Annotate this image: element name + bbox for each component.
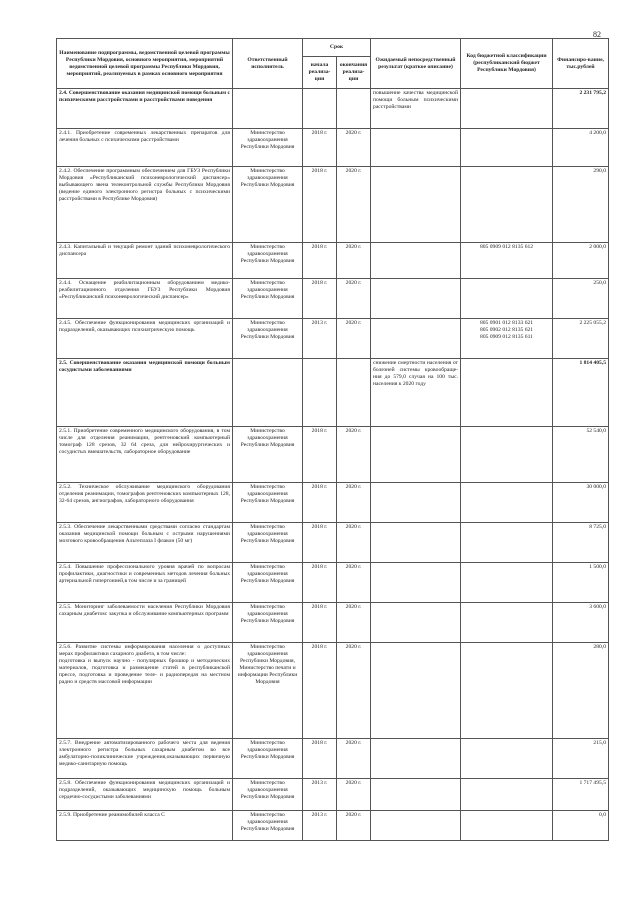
cell-result [371, 779, 461, 811]
header-term-end: окончания реализа-ции [337, 57, 371, 89]
cell-code: 805 0909 012 8135 612 [461, 243, 553, 279]
table-row [57, 483, 609, 523]
cell-start: 2018 г. [303, 563, 337, 603]
cell-executor: Министерство здравоохранения Республики Мордовия [233, 563, 303, 603]
cell-result [371, 279, 461, 319]
cell-result [371, 243, 461, 279]
cell-result [371, 643, 461, 739]
cell-start [303, 359, 337, 427]
cell-executor: Министерство здравоохранения Республики Мордовия [233, 243, 303, 279]
cell-end: 2020 г. [337, 739, 371, 779]
cell-code [461, 603, 553, 643]
cell-amount: 250,0 [553, 279, 609, 319]
table-row [57, 427, 609, 483]
table-row [57, 279, 609, 319]
cell-end: 2020 г. [337, 319, 371, 359]
cell-amount: 4 200,0 [553, 129, 609, 167]
cell-name: 2.5.2. Техническое обслуживание медицинского оборудования отделения реанимации, томографов рентгеновских компьютерных 128, 32-64 срезов, ангиографов, лабораторного оборудования [57, 483, 233, 523]
cell-executor: Министерство здравоохранения Республики Мордовия [233, 739, 303, 779]
header-name: Наименование подпрограммы, ведомственной целевой программы Республики Мордовия, основного мероприятия, мероприятий ведомственной целевой программы Республики Мордовия, мероприятий, реализуемых в рамках основного мероприятия [57, 39, 233, 89]
cell-code [461, 643, 553, 739]
table-row [57, 643, 609, 739]
cell-end: 2020 г. [337, 129, 371, 167]
cell-code [461, 89, 553, 129]
cell-amount: 0,0 [553, 811, 609, 841]
table-row [57, 89, 609, 129]
header-executor: Ответственный исполнитель [233, 39, 303, 89]
cell-name: 2.5.9. Приобретение реанимобилей класса С [57, 811, 233, 841]
cell-code [461, 279, 553, 319]
header-term-start: начала реализа-ции [303, 57, 337, 89]
table-row [57, 129, 609, 167]
header-result: Ожидаемый непосредственный результат (краткое описание) [371, 39, 461, 89]
cell-amount: 1 717 495,5 [553, 779, 609, 811]
cell-start: 2018 г. [303, 603, 337, 643]
cell-result: повышение качества медицинской помощи больным психическими расстройствами [371, 89, 461, 129]
cell-end: 2020 г. [337, 279, 371, 319]
cell-name: 2.5.7. Внедрение автоматизированного рабочего места для ведения электронного регистра больных сахарным диабетом во все амбулаторно-поликлинические учреждения,оказывающих первичную медико-санитарную помощь [57, 739, 233, 779]
cell-end: 2020 г. [337, 811, 371, 841]
cell-code [461, 523, 553, 563]
table-row [57, 603, 609, 643]
cell-code [461, 129, 553, 167]
cell-start: 2018 г. [303, 167, 337, 243]
cell-result [371, 739, 461, 779]
cell-start: 2018 г. [303, 243, 337, 279]
table-row [57, 523, 609, 563]
cell-amount: 30 000,0 [553, 483, 609, 523]
cell-amount: 1 500,0 [553, 563, 609, 603]
cell-code [461, 739, 553, 779]
cell-amount: 215,0 [553, 739, 609, 779]
cell-start: 2018 г. [303, 483, 337, 523]
cell-executor: Министерство здравоохранения Республики Мордовия [233, 779, 303, 811]
table-row [57, 563, 609, 603]
cell-executor: Министерство здравоохранения Республики Мордовия [233, 129, 303, 167]
cell-result: снижение смертности населения от болезней системы кровообраще-ния до 579,0 случая на 100 тыс. населения к 2020 году [371, 359, 461, 427]
program-table [56, 38, 609, 841]
cell-start: 2013 г. [303, 811, 337, 841]
cell-executor [233, 359, 303, 427]
cell-amount: 1 814 405,5 [553, 359, 609, 427]
cell-end: 2020 г. [337, 563, 371, 603]
table-row [57, 319, 609, 359]
cell-code [461, 779, 553, 811]
cell-name: 2.5.3. Обеспечение лекарственными средствами согласно стандартам оказания медицинской помощи больным с острыми нарушениями мозгового кровообращения Альтеплаза I флакон (50 мг) [57, 523, 233, 563]
cell-start: 2018 г. [303, 427, 337, 483]
cell-executor: Министерство здравоохранения Республики Мордовия [233, 483, 303, 523]
cell-start [303, 89, 337, 129]
cell-executor: Министерство здравоохранения Республики Мордовия [233, 603, 303, 643]
cell-name: 2.4.1. Приобретение современных лекарственных препаратов для лечения больных с психическими расстройствами [57, 129, 233, 167]
cell-name: 2.5.8. Обеспечение функционирования медицинских организаций и подразделений, оказывающих медицинскую помощь больным сердечно-сосудистыми заболеваниями [57, 779, 233, 811]
header-finance: Финансиро-вание, тыс.рублей [553, 39, 609, 89]
cell-name: 2.5.4. Повышение профессионального уровня врачей по вопросам профилактики, диагностики и современных методов лечения больных артериальной гипертонией,в том числе и за границей [57, 563, 233, 603]
cell-result [371, 129, 461, 167]
cell-executor: Министерство здравоохранения Республики Мордовия [233, 427, 303, 483]
cell-executor: Министерство здравоохранения Республики Мордовия [233, 523, 303, 563]
table-row [57, 811, 609, 841]
cell-start: 2018 г. [303, 129, 337, 167]
cell-code [461, 811, 553, 841]
cell-end: 2020 г. [337, 643, 371, 739]
cell-executor: Министерство здравоохранения Республики Мордовия [233, 279, 303, 319]
cell-amount: 3 600,0 [553, 603, 609, 643]
cell-end: 2020 г. [337, 243, 371, 279]
cell-name: 2.4.5. Обеспечение функционирования медицинских организаций и подразделений, оказывающих психиатрическую помощь [57, 319, 233, 359]
cell-code [461, 167, 553, 243]
table-row [57, 359, 609, 427]
cell-end: 2020 г. [337, 603, 371, 643]
cell-result [371, 563, 461, 603]
table-row [57, 243, 609, 279]
cell-amount: 2 000,0 [553, 243, 609, 279]
cell-amount: 2 225 055,2 [553, 319, 609, 359]
cell-end: 2020 г. [337, 167, 371, 243]
cell-start: 2018 г. [303, 279, 337, 319]
cell-name: 2.5.5. Мониторинг заболеваемости населения Республики Мордовия сахарным диабетом: закупка и обслуживание компьютерных программ [57, 603, 233, 643]
cell-end: 2020 г. [337, 779, 371, 811]
cell-amount: 290,0 [553, 167, 609, 243]
cell-name: 2.4.4. Оснащение реабилитационным оборудованием медико-реабилитационного отделения ГБУЗ Республики Мордовия «Республиканский психоневрологический диспансер» [57, 279, 233, 319]
cell-code [461, 483, 553, 523]
cell-start: 2018 г. [303, 523, 337, 563]
table-row [57, 779, 609, 811]
cell-code [461, 427, 553, 483]
cell-end [337, 89, 371, 129]
cell-amount: 280,0 [553, 643, 609, 739]
cell-amount: 52 540,0 [553, 427, 609, 483]
cell-name: 2.5.1. Приобретение современного медицинского оборудования, в том числе для отделения реанимации, рентгеновский компьютерный томограф 128 срезов, 32 64 среза, для нейрохирургических и сосудистых вмешательств, лабораторное оборудование [57, 427, 233, 483]
table-row [57, 167, 609, 243]
cell-start: 2018 г. [303, 739, 337, 779]
cell-name: 2.5. Совершенствование оказания медицинской помощи больным сосудистыми заболеваниями [57, 359, 233, 427]
cell-name: 2.4.3. Капитальный и текущий ремонт зданий психоневрологического диспансера [57, 243, 233, 279]
cell-name: 2.4.2. Обеспечение программным обеспечением для ГБУЗ Республики Мордовия «Республиканский психоневрологический диспансер» выбывающего звена телеконтрольной службы Республики Мордовия (ведение единого электронного регистра больных с психическими расстройствами в Республике Мордовия) [57, 167, 233, 243]
cell-end: 2020 г. [337, 427, 371, 483]
cell-result [371, 483, 461, 523]
cell-executor: Министерство здравоохранения Республики Мордовия, Министерство печати и информации Республики Мордовия [233, 643, 303, 739]
cell-executor: Министерство здравоохранения Республики Мордовия [233, 319, 303, 359]
cell-result [371, 523, 461, 563]
cell-amount: 2 231 795,2 [553, 89, 609, 129]
cell-end: 2020 г. [337, 523, 371, 563]
cell-start: 2013 г. [303, 779, 337, 811]
cell-amount: 8 725,0 [553, 523, 609, 563]
table-row [57, 739, 609, 779]
cell-end [337, 359, 371, 427]
cell-result [371, 427, 461, 483]
cell-start: 2013 г. [303, 319, 337, 359]
cell-end: 2020 г. [337, 483, 371, 523]
cell-code [461, 359, 553, 427]
cell-executor: Министерство здравоохранения Республики Мордовия [233, 167, 303, 243]
page-number: 82 [593, 30, 601, 39]
cell-name: 2.4. Совершенствование оказания медицинской помощи больным с психическими расстройствами и расстройствами поведения [57, 89, 233, 129]
cell-code [461, 563, 553, 603]
cell-result [371, 167, 461, 243]
header-term: Срок [303, 39, 371, 57]
cell-result [371, 811, 461, 841]
cell-executor [233, 89, 303, 129]
header-code: Код бюджетной классификации (республиканский бюджет Республики Мордовия) [461, 39, 553, 89]
cell-result [371, 319, 461, 359]
cell-start: 2018 г. [303, 643, 337, 739]
cell-executor: Министерство здравоохранения Республики Мордовия [233, 811, 303, 841]
cell-code: 805 0901 012 8133 621 805 0902 012 8135 621 805 0909 012 8135 611 [461, 319, 553, 359]
cell-result [371, 603, 461, 643]
cell-name: 2.5.6. Развитие системы информирования населения о доступных мерах профилактики сахарного диабета, в том числе: подготовка и выпуск научно - популярных брошюр и методических материалов, подготовка и размещение статей в республиканской прессе, подготовка и проведение теле- и радиопередач на местном радио и средств массовой информации [57, 643, 233, 739]
